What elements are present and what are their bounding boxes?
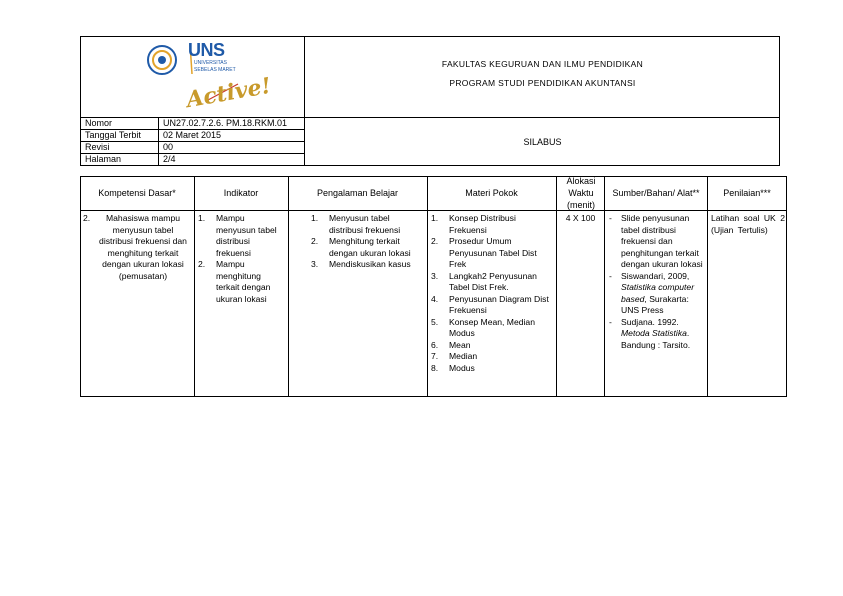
table-header-line xyxy=(80,210,787,211)
meta-value: 00 xyxy=(163,142,174,152)
list-item: 2. Mampu menghitung terkait dengan ukuran lokasi xyxy=(198,259,271,304)
uns-logo xyxy=(146,40,274,116)
list-item: - Sudjana. 1992. Metoda Statistika. Bandung : Tarsito. xyxy=(609,316,691,350)
col-header-pengalaman: Pengalaman Belajar xyxy=(316,188,399,198)
list-item: 2. Prosedur Umum Penyusunan Tabel Dist Frek xyxy=(431,236,537,269)
kd-text: Mahasiswa mampu menyusun tabel distribusi frekuensi dan menghitung terkait dengan ukuran lokasi (pemusatan) xyxy=(99,213,187,281)
list-item: 3. Mendiskusikan kasus xyxy=(311,259,411,269)
list-item: 1. Mampu menyusun tabel distribusi frekuensi xyxy=(198,213,277,258)
meta-row xyxy=(80,118,305,130)
list-item: - Siswandari, 2009, Statistika computer based, Surakarta: UNS Press xyxy=(609,270,695,315)
title-separator xyxy=(305,117,780,118)
meta-value: 2/4 xyxy=(163,154,176,164)
list-item: - Slide penyusunan tabel distribusi frekuensi dan penghitungan terkait dengan ukuran lokasi xyxy=(609,213,703,269)
list-item: 2. Menghitung terkait dengan ukuran lokasi xyxy=(311,236,411,258)
materi-list xyxy=(431,213,553,374)
list-item: 7. Median xyxy=(431,351,478,361)
alokasi-value: 4 X 100 xyxy=(565,213,596,223)
col-header-indikator: Indikator xyxy=(223,188,259,198)
col-header-materi: Materi Pokok xyxy=(465,188,518,198)
list-item: 4. Penyusunan Diagram Dist Frekuensi xyxy=(431,293,549,315)
meta-col-divider xyxy=(158,118,159,166)
meta-table xyxy=(80,118,305,166)
col-header-sumber: Sumber/Bahan/ Alat** xyxy=(612,188,700,198)
penilaian-text: Latihan soal UK 2 (Ujian Tertulis) xyxy=(711,213,785,235)
list-item: 1. Konsep Distribusi Frekuensi xyxy=(431,213,516,235)
col-divider xyxy=(556,176,557,397)
meta-row xyxy=(80,154,305,166)
list-item: 3. Langkah2 Penyusunan Tabel Dist Frek. xyxy=(431,270,537,292)
logo-sub2: SEBELAS MARET xyxy=(194,67,236,73)
logo-sub1: UNIVERSITAS xyxy=(194,60,227,66)
doc-type-label: SILABUS xyxy=(523,137,562,147)
logo-text: UNS xyxy=(188,40,225,60)
logo-script: Active! xyxy=(184,72,274,114)
list-item: 1. Menyusun tabel distribusi frekuensi xyxy=(311,213,401,235)
meta-value: UN27.02.7.2.6. PM.18.RKM.01 xyxy=(163,118,288,128)
faculty-title: FAKULTAS KEGURUAN DAN ILMU PENDIDIKAN xyxy=(441,59,644,69)
pengalaman-list xyxy=(311,213,421,271)
col-header-alokasi: Alokasi Waktu (menit) xyxy=(566,176,596,210)
list-item: 6. Mean xyxy=(431,339,471,350)
sumber-list xyxy=(607,213,703,351)
program-title: PROGRAM STUDI PENDIDIKAN AKUNTANSI xyxy=(449,78,636,88)
indikator-list xyxy=(198,213,286,305)
meta-row xyxy=(80,142,305,154)
meta-label: Halaman xyxy=(85,154,122,164)
meta-label: Revisi xyxy=(85,142,110,152)
meta-label: Nomor xyxy=(85,118,113,128)
list-item: 8. Modus xyxy=(431,362,475,373)
col-header-penilaian: Penilaian*** xyxy=(723,188,771,198)
list-item: 5. Konsep Mean, Median Modus xyxy=(431,316,535,338)
meta-value: 02 Maret 2015 xyxy=(163,130,222,140)
col-header-kompetensi: Kompetensi Dasar* xyxy=(98,188,176,198)
col-divider xyxy=(604,176,605,397)
kd-number: 2. xyxy=(83,213,91,223)
meta-label: Tanggal Terbit xyxy=(85,130,141,140)
meta-row xyxy=(80,130,305,142)
